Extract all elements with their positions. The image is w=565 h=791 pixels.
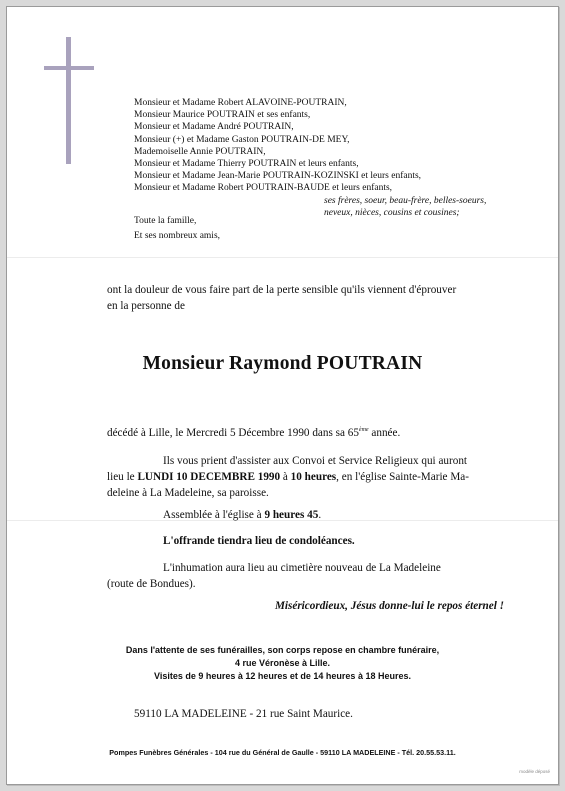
registered-design-stamp: modèle déposé [519, 769, 550, 774]
family-and-friends [134, 214, 220, 244]
death-notice-card [6, 6, 559, 785]
cross-vertical-bar [66, 37, 71, 164]
service-line [107, 469, 469, 485]
family-line: Mademoiselle Annie POUTRAIN, [134, 146, 266, 157]
condolences-note: L'offrande tiendra lieu de condoléances. [163, 535, 355, 547]
family-line: Monsieur et Madame Robert POUTRAIN-BAUDE et leurs enfants, [134, 183, 393, 194]
assembly-pre: Assemblée à l'église à [163, 509, 265, 521]
funeral-line: Dans l'attente de ses funérailles, son corps repose en chambre funéraire, [125, 645, 440, 655]
service-line: Ils vous prient d'assister aux Convoi et Service Religieux qui auront [163, 455, 468, 467]
funeral-director-footer: Pompes Funèbres Générales - 104 rue du Général de Gaulle - 59110 LA MADELEINE - Tél. 20.55.53.11. [109, 748, 456, 757]
family-list [134, 97, 486, 219]
friends-line: Et ses nombreux amis, [134, 231, 221, 241]
service-time: 10 heures [290, 471, 337, 483]
deceased-name: Monsieur Raymond POUTRAIN [142, 353, 423, 374]
relatives-line: ses frères, soeur, beau-frère, belles-soeurs, [324, 195, 487, 206]
death-details [107, 422, 400, 441]
death-text: décédé à Lille, le Mercredi 5 Décembre 1990 dans sa 65 [107, 427, 359, 439]
cross-horizontal-bar [44, 66, 94, 70]
intro-line: en la personne de [107, 300, 185, 312]
death-ordinal: ème [358, 427, 369, 433]
assembly-info [163, 507, 321, 523]
family-all-line: Toute la famille, [134, 216, 197, 226]
service-pre: lieu le [107, 471, 138, 483]
relatives-line: neveux, nièces, cousins et cousines; [324, 207, 460, 218]
assembly-time: 9 heures 45 [264, 509, 319, 521]
family-address: 59110 LA MADELEINE - 21 rue Saint Maurice. [134, 708, 353, 720]
intro-line: ont la douleur de vous faire part de la perte sensible qu'ils viennent d'éprouver [107, 284, 457, 296]
family-line: Monsieur et Madame Thierry POUTRAIN et leurs enfants, [134, 159, 359, 170]
prayer-motto: Miséricordieux, Jésus donne-lui le repos éternel ! [274, 600, 504, 612]
family-line: Monsieur Maurice POUTRAIN et ses enfants, [134, 110, 311, 121]
service-details [107, 453, 469, 501]
family-line: Monsieur et Madame André POUTRAIN, [134, 122, 294, 133]
service-post: , en l'église Sainte-Marie Ma- [336, 471, 469, 483]
burial-line: L'inhumation aura lieu au cimetière nouveau de La Madeleine [163, 562, 441, 574]
family-line: Monsieur (+) et Madame Gaston POUTRAIN-DE MEY, [134, 134, 350, 145]
family-line: Monsieur et Madame Jean-Marie POUTRAIN-KOZINSKI et leurs enfants, [134, 171, 422, 182]
funeral-line: 4 rue Véronèse à Lille. [234, 658, 331, 668]
burial-line: (route de Bondues). [107, 578, 196, 590]
fold-line [7, 257, 558, 258]
burial-info [107, 560, 441, 592]
family-line: Monsieur et Madame Robert ALAVOINE-POUTRAIN, [134, 98, 347, 108]
funeral-line: Visites de 9 heures à 12 heures et de 14 heures à 18 Heures. [154, 671, 411, 681]
funeral-home-info [7, 644, 558, 683]
service-mid: à [280, 471, 291, 483]
announcement-intro [107, 282, 456, 314]
death-tail: année. [368, 427, 401, 439]
assembly-post: . [318, 509, 322, 521]
service-line: deleine à La Madeleine, sa paroisse. [107, 487, 269, 499]
service-date: LUNDI 10 DECEMBRE 1990 [137, 471, 281, 483]
